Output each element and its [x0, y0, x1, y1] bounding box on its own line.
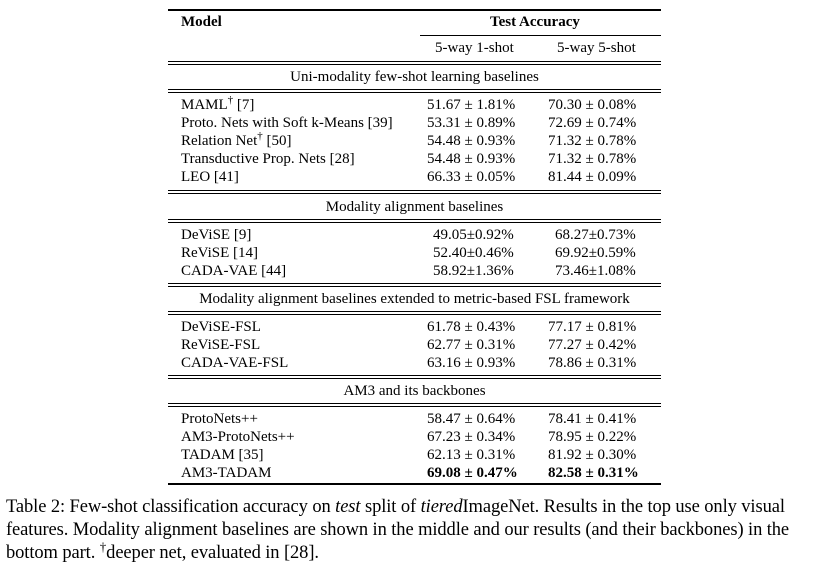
table-cell: 71.32 ± 0.78%: [548, 151, 637, 167]
table-row-model: LEO [41]: [181, 169, 239, 185]
table-cell: 78.41 ± 0.41%: [548, 411, 637, 427]
section-rule: [168, 286, 661, 287]
table-cell: 67.23 ± 0.34%: [427, 429, 516, 445]
header-rule-1: [168, 61, 661, 62]
table-cell: 78.95 ± 0.22%: [548, 429, 637, 445]
table-cell: 49.05±0.92%: [433, 227, 514, 243]
table-row-model: Proto. Nets with Soft k-Means [39]: [181, 115, 393, 131]
table-row-model: ReViSE-FSL: [181, 337, 261, 353]
table-row-model: AM3-TADAM: [181, 465, 272, 481]
table-row-model: ReViSE [14]: [181, 245, 259, 261]
table-row-model: MAML† [7]: [181, 94, 255, 113]
table-row-model: Relation Net† [50]: [181, 130, 292, 149]
section-rule: [168, 311, 661, 312]
top-rule: [168, 9, 661, 11]
table-cell-best: 69.08 ± 0.47%: [427, 465, 518, 481]
table-cell: 62.13 ± 0.31%: [427, 447, 516, 463]
table-row-model: ProtoNets++: [181, 411, 258, 427]
section-title: Modality alignment baselines extended to metric-based FSL framework: [199, 291, 630, 307]
table-cell: 72.69 ± 0.74%: [548, 115, 637, 131]
section-rule: [168, 283, 661, 284]
table-cell: 54.48 ± 0.93%: [427, 133, 516, 149]
header-partial-rule: [420, 35, 661, 36]
section-rule: [168, 406, 661, 407]
header-test-accuracy: Test Accuracy: [490, 14, 580, 30]
header-col1: 5-way 1-shot: [435, 40, 514, 56]
table-cell: 73.46±1.08%: [555, 263, 636, 279]
section-rule: [168, 222, 661, 223]
table-cell: 70.30 ± 0.08%: [548, 97, 637, 113]
table-cell: 81.44 ± 0.09%: [548, 169, 637, 185]
table-cell: 68.27±0.73%: [555, 227, 636, 243]
section-title: AM3 and its backbones: [343, 383, 486, 399]
section-title: Modality alignment baselines: [325, 199, 504, 215]
table-row-model: Transductive Prop. Nets [28]: [181, 151, 355, 167]
table-row-model: CADA-VAE-FSL: [181, 355, 289, 371]
table-row-model: DeViSE [9]: [181, 227, 252, 243]
table-cell: 62.77 ± 0.31%: [427, 337, 516, 353]
table-cell: 81.92 ± 0.30%: [548, 447, 637, 463]
section-rule: [168, 403, 661, 404]
section-rule: [168, 375, 661, 376]
header-rule-2: [168, 64, 661, 65]
section-rule: [168, 89, 661, 90]
section-rule: [168, 190, 661, 191]
section-rule: [168, 92, 661, 93]
table-row-model: AM3-ProtoNets++: [181, 429, 295, 445]
section-rule: [168, 219, 661, 220]
table-cell: 61.78 ± 0.43%: [427, 319, 516, 335]
table-cell: 54.48 ± 0.93%: [427, 151, 516, 167]
table-row-model: TADAM [35]: [181, 447, 264, 463]
table-cell: 77.27 ± 0.42%: [548, 337, 637, 353]
table-cell: 51.67 ± 1.81%: [427, 97, 516, 113]
table-cell: 58.92±1.36%: [433, 263, 514, 279]
table-cell: 66.33 ± 0.05%: [427, 169, 516, 185]
bottom-rule: [168, 483, 661, 485]
table-cell: 78.86 ± 0.31%: [548, 355, 637, 371]
table-cell: 77.17 ± 0.81%: [548, 319, 637, 335]
table-cell: 69.92±0.59%: [555, 245, 636, 261]
table-row-model: DeViSE-FSL: [181, 319, 261, 335]
section-title: Uni-modality few-shot learning baselines: [290, 69, 539, 85]
header-model: Model: [181, 14, 222, 30]
table-caption: Table 2: Few-shot classification accuracy on test split of tieredImageNet. Results in the top use only visual features. Modality alignment baselines are shown in the middle and our results (and their backbones) in the bottom part. †deeper net, evaluated in [28].: [6, 497, 790, 563]
table-row-model: CADA-VAE [44]: [181, 263, 287, 279]
table-cell: 58.47 ± 0.64%: [427, 411, 516, 427]
header-col2: 5-way 5-shot: [557, 40, 636, 56]
table-cell: 52.40±0.46%: [433, 245, 514, 261]
table-cell: 63.16 ± 0.93%: [427, 355, 516, 371]
section-rule: [168, 378, 661, 379]
table-cell: 71.32 ± 0.78%: [548, 133, 637, 149]
section-rule: [168, 314, 661, 315]
table-cell-best: 82.58 ± 0.31%: [548, 465, 639, 481]
section-rule: [168, 193, 661, 194]
table-cell: 53.31 ± 0.89%: [427, 115, 516, 131]
